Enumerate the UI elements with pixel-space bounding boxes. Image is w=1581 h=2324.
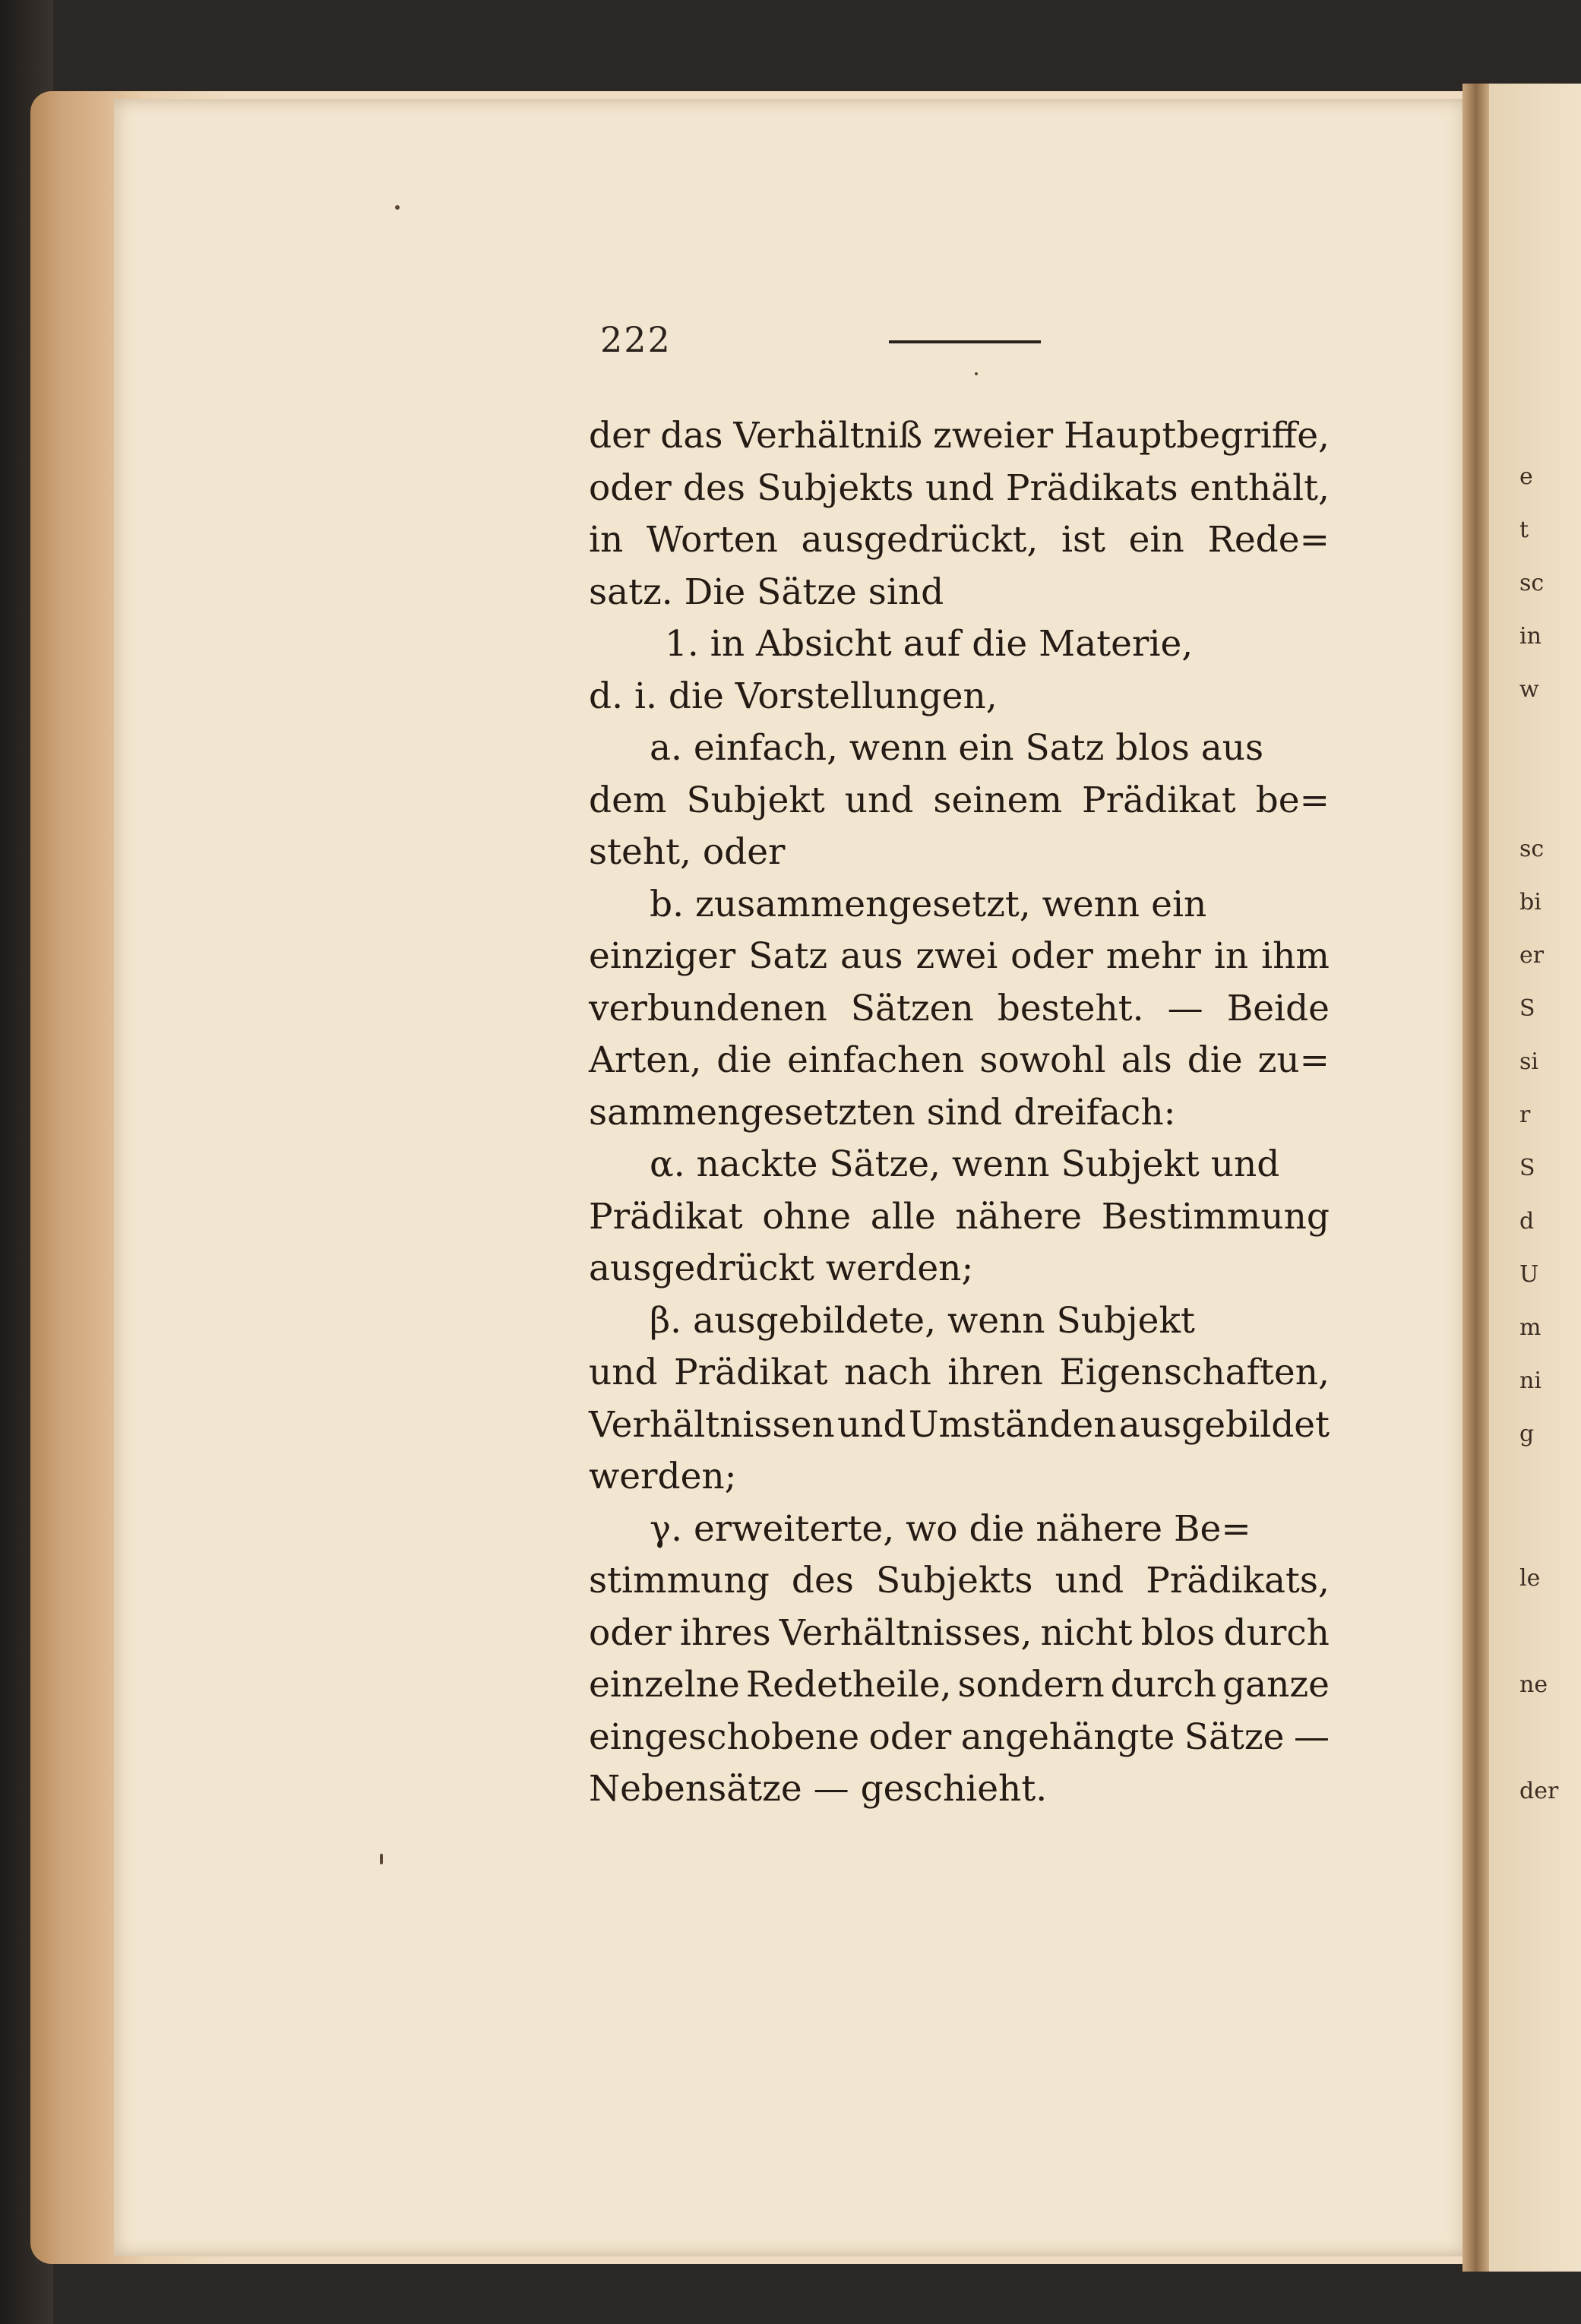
text-line: Verhältnissen und Umständen ausgebildet — [589, 1403, 1330, 1446]
paper-speck — [395, 205, 400, 210]
facing-fragment: e — [1519, 463, 1533, 490]
page-header — [600, 311, 1360, 365]
text-line: einzelne Redetheile, sondern durch ganze — [589, 1664, 1330, 1706]
text-line: Prädikat ohne alle nähere Bestimmung — [589, 1195, 1330, 1238]
text-line: 1. in Absicht auf die Materie, — [665, 623, 1194, 665]
facing-fragment: ni — [1519, 1368, 1541, 1394]
book-gutter — [1462, 84, 1490, 2272]
facing-fragment: si — [1519, 1048, 1538, 1075]
text-line: β. ausgebildete, wenn Subjekt — [650, 1299, 1195, 1342]
text-line: Arten, die einfachen sowohl als die zu= — [589, 1039, 1330, 1081]
text-line: und Prädikat nach ihren Eigenschaften, — [589, 1352, 1330, 1393]
facing-fragment: ne — [1519, 1671, 1548, 1698]
text-line: eingeschobene oder angehängte Sätze — — [589, 1715, 1330, 1758]
facing-fragment: sc — [1519, 570, 1545, 596]
text-line: einziger Satz aus zwei oder mehr in ihm — [589, 935, 1330, 977]
header-rule — [889, 340, 1041, 343]
text-line: oder des Subjekts und Prädikats enthält, — [589, 466, 1330, 509]
paper-speck — [380, 1854, 383, 1864]
text-line: satz. Die Sätze sind — [589, 571, 944, 613]
text-line: α. nackte Sätze, wenn Subjekt und — [650, 1143, 1280, 1185]
text-line: d. i. die Vorstellungen, — [589, 675, 998, 717]
facing-fragment: S — [1519, 1155, 1535, 1181]
text-line: oder ihres Verhältnisses, nicht blos durch — [589, 1611, 1330, 1654]
facing-fragment: le — [1519, 1565, 1541, 1592]
page-body — [589, 410, 1330, 1816]
facing-fragment: S — [1519, 995, 1535, 1022]
text-line: ausgedrückt werden; — [589, 1247, 974, 1289]
text-line: sammengesetzten sind dreifach: — [589, 1091, 1176, 1134]
facing-fragment: sc — [1519, 836, 1545, 862]
facing-fragment: r — [1519, 1102, 1531, 1128]
text-line: der das Verhältniß zweier Hauptbegriffe, — [589, 415, 1330, 457]
facing-fragment: er — [1519, 942, 1545, 969]
facing-fragment: U — [1519, 1261, 1539, 1288]
facing-fragment: der — [1519, 1778, 1559, 1804]
text-line: γ. erweiterte, wo die nähere Be= — [650, 1507, 1251, 1550]
facing-fragment: bi — [1519, 889, 1541, 915]
text-line: dem Subjekt und seinem Prädikat be= — [589, 779, 1330, 821]
facing-fragment: d — [1519, 1208, 1535, 1235]
text-line: steht, oder — [589, 831, 786, 873]
page-number: 222 — [600, 319, 672, 360]
facing-fragment: w — [1519, 676, 1539, 703]
text-line: in Worten ausgedrückt, ist ein Rede= — [589, 519, 1330, 561]
facing-fragment: m — [1519, 1314, 1541, 1341]
text-line: b. zusammengesetzt, wenn ein — [650, 883, 1207, 925]
text-line: Nebensätze — geschieht. — [589, 1768, 1048, 1810]
text-line: a. einfach, wenn ein Satz blos aus — [650, 727, 1264, 769]
paper-speck — [975, 372, 978, 375]
text-line: werden; — [589, 1456, 737, 1497]
text-line: stimmung des Subjekts und Prädikats, — [589, 1560, 1330, 1602]
facing-fragment: g — [1519, 1421, 1535, 1447]
facing-fragment: in — [1519, 623, 1541, 650]
text-line: verbundenen Sätzen besteht. — Beide — [589, 987, 1330, 1029]
facing-fragment: t — [1519, 517, 1529, 543]
